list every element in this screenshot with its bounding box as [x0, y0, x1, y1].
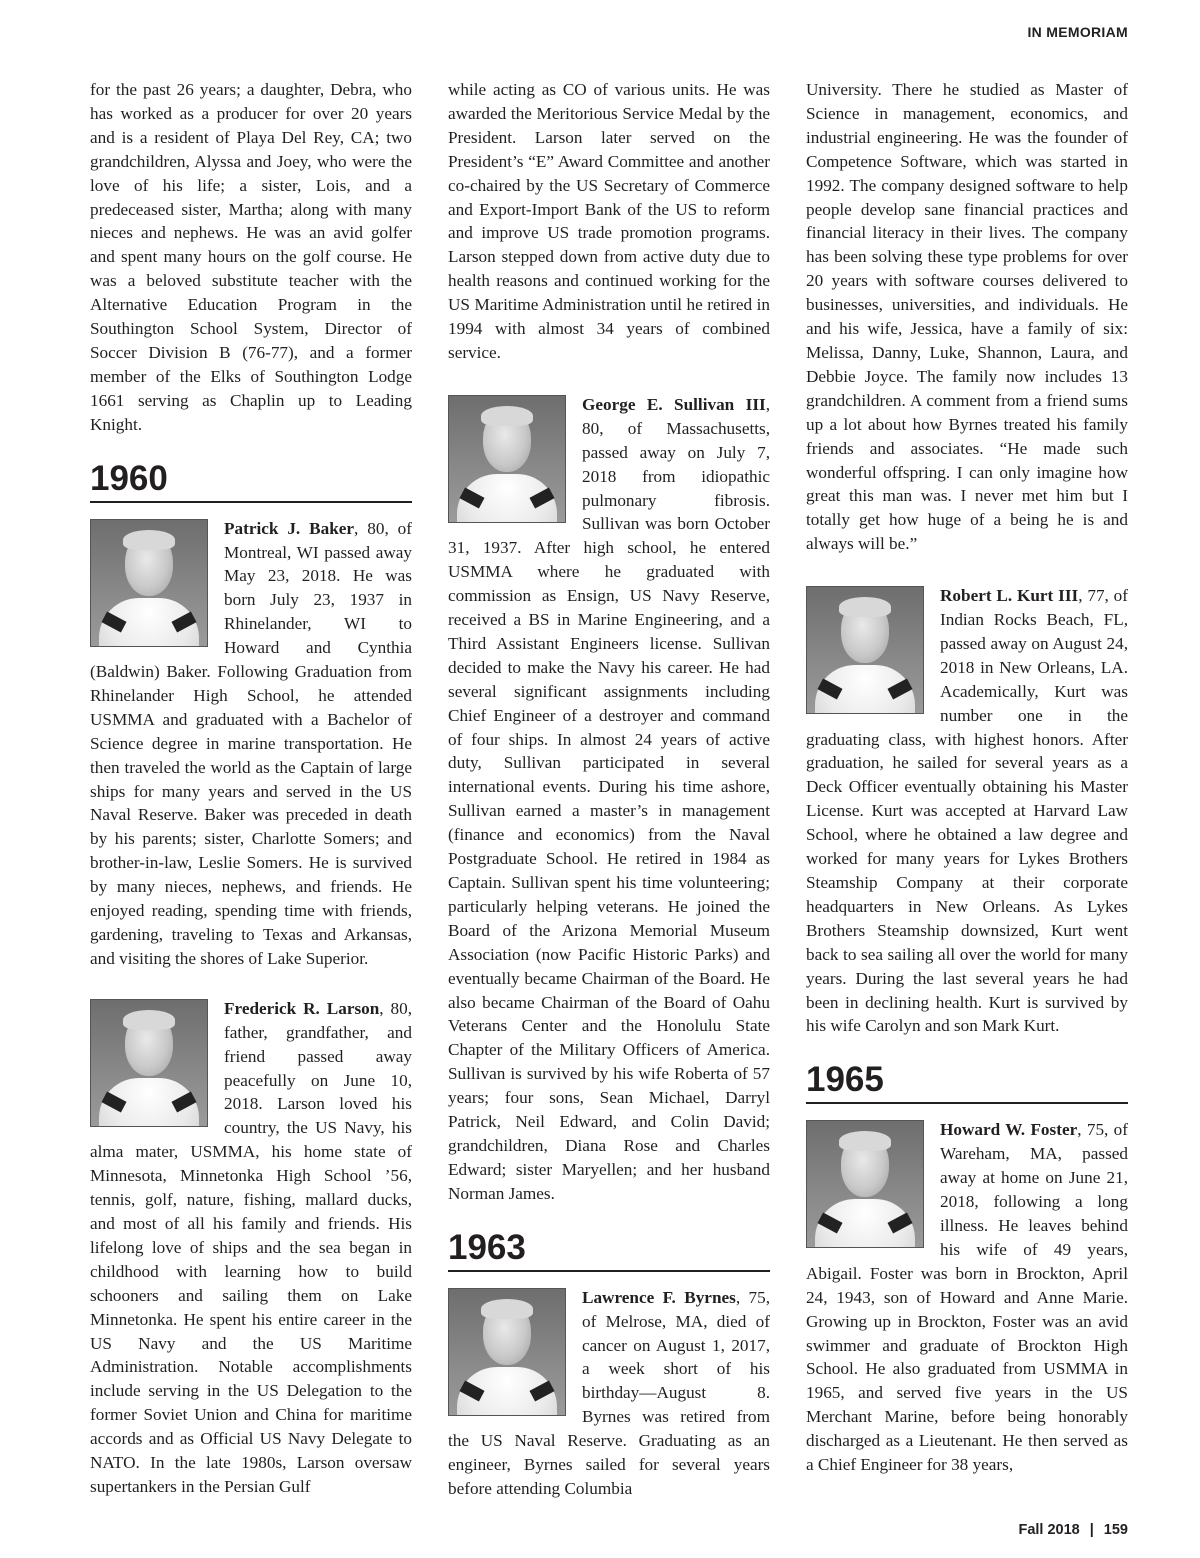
column-2 [448, 78, 770, 1501]
obituary-entry [806, 1118, 1128, 1477]
obituary-text: , 80, of Massachusetts, passed away on July 7, 2018 from idiopathic pulmonary fibrosis. Sullivan was born October 31, 1937. After high school, he entered USMMA where he graduated with commission as Ensign, US Navy Reserve, received a BS in Marine Engineering, and a Third Assistant Engineers license. Sullivan decided to make the Navy his career. He had several significant assignments including Chief Engineer of a destroyer and command of four ships. In almost 24 years of active duty, Sullivan participated in several international events. During his time ashore, Sullivan earned a master’s in management (finance and economics) from the Naval Postgraduate School. He retired in 1984 as Captain. Sullivan spent his time volunteering; particularly helping veterans. He joined the Board of the Arizona Memorial Museum Association (now Pacific Historic Parks) and eventually became Chairman of the Board. He also became Chairman of the Board of Oahu Veterans Center and the Honolulu State Chapter of the Military Officers of America. Sullivan is survived by his wife Roberta of 57 years; four sons, Sean Michael, Darryl Patrick, Neil Edward, and Colin David; grandchildren, Diana Rose and Charles Edward; sister Maryellen; and her husband Norman James. [448, 394, 770, 1203]
page-footer [1018, 1522, 1128, 1538]
portrait-photo [90, 519, 208, 647]
obituary-name: Howard W. Foster [940, 1120, 1078, 1140]
page-number: 159 [1103, 1522, 1128, 1538]
obituary-name: Patrick J. Baker [224, 518, 355, 538]
obituary-text: , 80, father, grandfather, and friend passed away peacefully on June 10, 2018. Larson loved his country, the US Navy, his alma mater, USMMA, his home state of Minnesota, Minnetonka High School ’56, tennis, golf, nature, fishing, mallard ducks, and most of all his family and friends. His lifelong love of ships and the sea began in childhood with learning how to build schooners and sailing them on Lake Minnetonka. He spent his entire career in the US Navy and the US Maritime Administration. Notable accomplishments include serving in the US Delegation to the former Soviet Union and China for maritime accords and as Official US Navy Delegate to NATO. In the late 1980s, Larson oversaw supertankers in the Persian Gulf [90, 998, 412, 1496]
obituary-text: , 75, of Melrose, MA, died of cancer on August 1, 2017, a week short of his birthday—August 8. Byrnes was retired from the US Naval Reserve. Graduating as an engineer, Byrnes sailed for several years before attending Columbia [448, 1287, 771, 1498]
obituary-name: George E. Sullivan III [582, 394, 766, 414]
portrait-photo [806, 1120, 924, 1248]
class-year-heading: 1963 [448, 1228, 770, 1272]
obituary-name: Robert L. Kurt III [940, 586, 1079, 606]
column-1 [90, 78, 412, 1499]
obituary-entry [90, 517, 412, 971]
obituary-text: , 75, of Wareham, MA, passed away at home on June 21, 2018, following a long illness. He leaves behind his wife of 49 years, Abigail. Foster was born in Brockton, April 24, 1943, son of Howard and Anne Marie. Growing up in Brockton, Foster was an avid swimmer and graduate of Brockton High School. He also graduated from USMMA in 1965, and served five years in the US Merchant Marine, before being honorably discharged as a Lieutenant. He then served as a Chief Engineer for 38 years, [806, 1120, 1128, 1475]
portrait-photo [806, 586, 924, 714]
continued-text: University. There he studied as Master of Science in management, economics, and industrial engineering. He was the founder of Competence Software, which was started in 1992. The company designed software to help people develop sane financial practices and financial literacy in their lives. The company has been solving these type problems for over 20 years with software courses delivered to businesses, universities, and individuals. He and his wife, Jessica, have a family of six: Melissa, Danny, Luke, Shannon, Laura, and Debbie Joyce. The family now includes 13 grandchildren. A comment from a friend sums up a lot about how Byrnes treated his family friends and associates. “He made such wonderful offspring. I can only imagine how great this man was. I never met him but I totally get how huge of a being he is and always will be.” [806, 80, 1128, 554]
obituary-entry [448, 1286, 770, 1501]
section-header: IN MEMORIAM [1027, 24, 1128, 40]
portrait-photo [90, 999, 208, 1127]
class-year-heading: 1965 [806, 1060, 1128, 1104]
class-year-heading: 1960 [90, 459, 412, 503]
obituary-name: Frederick R. Larson [224, 998, 380, 1018]
obituary-text: , 77, of Indian Rocks Beach, FL, passed away on August 24, 2018 in New Orleans, LA. Academically, Kurt was number one in the graduating class, with highest honors. After graduation, he sailed for several years as a Deck Officer eventually obtaining his Master License. Kurt was accepted at Harvard Law School, where he obtained a law degree and worked for many years for Lykes Brothers Steamship Company at their corporate headquarters in New Orleans. As Lykes Brothers Steamship downsized, Kurt went back to sea sailing all over the world for many years. During the last several years he had been in declining health. Kurt is survived by his wife Carolyn and son Mark Kurt. [806, 586, 1128, 1036]
footer-separator: | [1089, 1522, 1094, 1538]
continued-text: for the past 26 years; a daughter, Debra, who has worked as a producer for over 20 years and is a resident of Playa Del Rey, CA; two grandchildren, Alyssa and Joey, who were the love of his life; a sister, Lois, and a predeceased sister, Martha; along with many nieces and nephews. He was an avid golfer and spent many hours on the golf course. He was a beloved substitute teacher with the Alternative Education Program in the Southington School System, Director of Soccer Division B (76-77), and a former member of the Elks of Southington Lodge 1661 serving as Chaplin up to Leading Knight. [90, 80, 412, 434]
continued-text: while acting as CO of various units. He was awarded the Meritorious Service Medal by the President. Larson later served on the President’s “E” Award Committee and another co-chaired by the US Secretary of Commerce and Export-Import Bank of the US to reform and improve US trade promotion programs. Larson stepped down from active duty due to health reasons and continued working for the US Maritime Administration until he retired in 1994 with almost 34 years of combined service. [448, 80, 770, 362]
obituary-entry [90, 997, 412, 1499]
obituary-entry [806, 584, 1128, 1038]
column-3 [806, 78, 1128, 1477]
obituary-name: Lawrence F. Byrnes [582, 1287, 736, 1307]
obituary-text: , 80, of Montreal, WI passed away May 23, 2018. He was born July 23, 1937 in Rhinelander, WI to Howard and Cynthia (Baldwin) Baker. Following Graduation from Rhinelander High School, he attended USMMA and graduated with a Bachelor of Science degree in marine transportation. He then traveled the world as the Captain of large ships for many years and served in the US Naval Reserve. Baker was preceded in death by his parents; sister, Charlotte Somers; and brother-in-law, Leslie Somers. He is survived by many nieces, nephews, and friends. He enjoyed reading, spending time with friends, gardening, traveling to Texas and Arkansas, and visiting the shores of Lake Superior. [90, 518, 412, 968]
portrait-photo [448, 1288, 566, 1416]
portrait-photo [448, 395, 566, 523]
obituary-entry [448, 393, 770, 1206]
issue-label: Fall 2018 [1018, 1522, 1080, 1538]
